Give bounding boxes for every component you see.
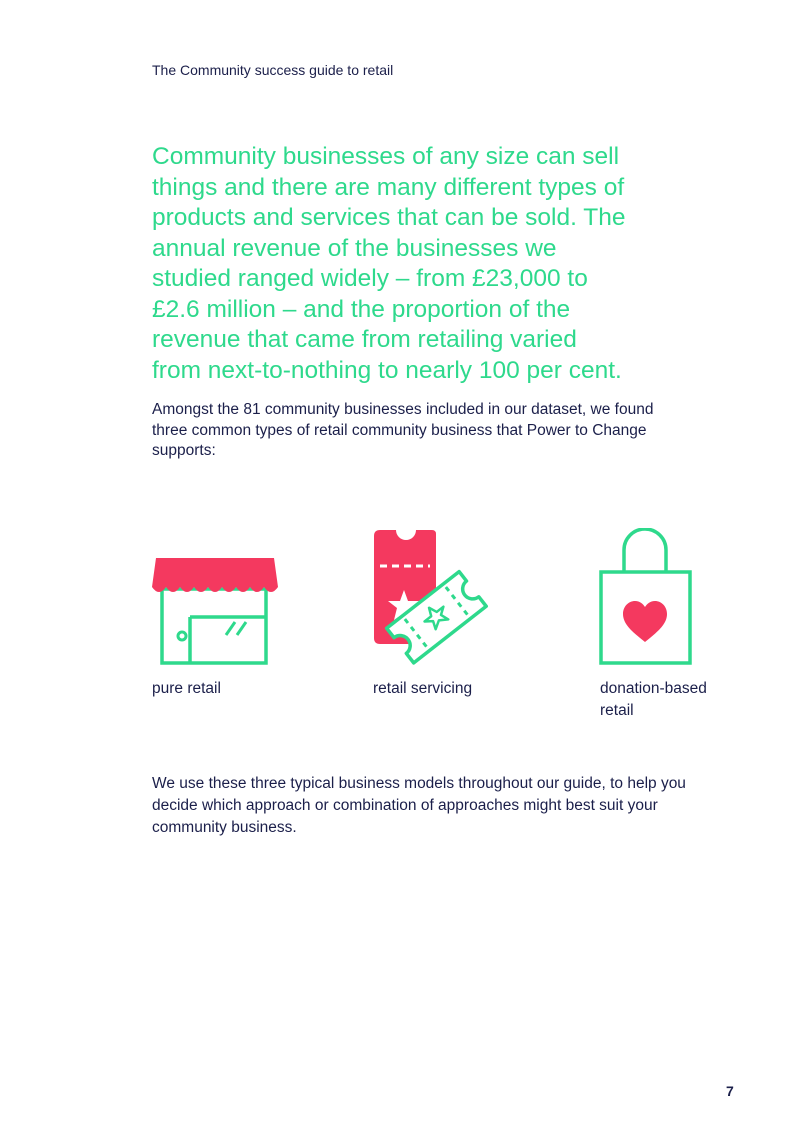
- label-donation-based-retail: donation-based retail: [600, 680, 707, 719]
- label-pure-retail: pure retail: [152, 680, 221, 697]
- running-header: The Community success guide to retail: [152, 62, 394, 78]
- intro-paragraph: Amongst the 81 community businesses included in our dataset, we found three common types of retail community business that Power to Change supports:: [152, 401, 654, 459]
- page-number: 7: [726, 1083, 734, 1099]
- closing-paragraph: We use these three typical business models throughout our guide, to help you decide which approach or combination of approaches might best suit your community business.: [152, 775, 686, 836]
- tickets-icon: [370, 528, 510, 670]
- lead-paragraph: Community businesses of any size can sell things and there are many different types of products and services that can be sold. The annual revenue of the businesses we studied ranged widely – from £23,000 to £2.6 million – and the proportion of the revenue that came from retailing varied from next-to-nothing to nearly 100 per cent.: [152, 143, 626, 384]
- shop-icon: [150, 555, 280, 667]
- shopping-bag-heart-icon: [598, 528, 694, 668]
- label-retail-servicing: retail servicing: [373, 680, 473, 697]
